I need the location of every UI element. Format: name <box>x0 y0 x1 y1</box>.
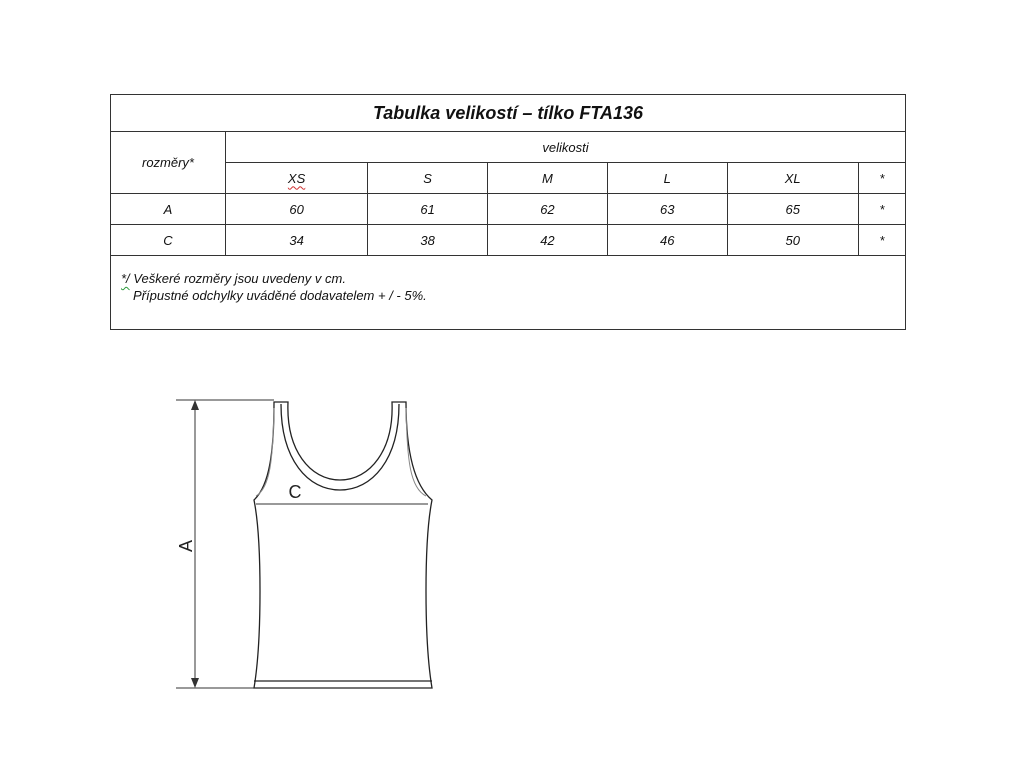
size-table <box>110 94 906 330</box>
size-xl: XL <box>727 163 858 194</box>
cell-a-m: 62 <box>488 194 608 225</box>
tank-top-diagram <box>170 390 440 695</box>
table-row <box>111 225 906 256</box>
size-xs: XS <box>226 163 368 194</box>
note-line-1: Veškeré rozměry jsou uvedeny v cm. <box>133 271 346 286</box>
size-m: M <box>488 163 608 194</box>
dimension-c-label: C <box>288 482 302 502</box>
cell-a-l: 63 <box>607 194 727 225</box>
dimension-a-arrow-bottom <box>191 678 199 688</box>
size-other: * <box>858 163 905 194</box>
cell-c-other: * <box>858 225 905 256</box>
sizes-header: velikosti <box>226 132 906 163</box>
table-note <box>111 256 906 330</box>
table-row <box>111 194 906 225</box>
row-label-a: A <box>111 194 226 225</box>
note-prefix: */ <box>121 271 130 286</box>
row-label-c: C <box>111 225 226 256</box>
size-s: S <box>368 163 488 194</box>
cell-c-xl: 50 <box>727 225 858 256</box>
dimension-a-label: A <box>176 539 196 553</box>
cell-a-xl: 65 <box>727 194 858 225</box>
note-line-2: Přípustné odchylky uváděné dodavatelem + / - 5%. <box>133 288 427 303</box>
dimensions-header: rozměry* <box>111 132 226 194</box>
cell-a-xs: 60 <box>226 194 368 225</box>
dimension-a-arrow-top <box>191 400 199 410</box>
tank-top-outline <box>254 402 432 688</box>
cell-a-s: 61 <box>368 194 488 225</box>
cell-c-m: 42 <box>488 225 608 256</box>
cell-c-s: 38 <box>368 225 488 256</box>
cell-c-l: 46 <box>607 225 727 256</box>
cell-c-xs: 34 <box>226 225 368 256</box>
cell-a-other: * <box>858 194 905 225</box>
table-title: Tabulka velikostí – tílko FTA136 <box>111 95 906 132</box>
size-l: L <box>607 163 727 194</box>
